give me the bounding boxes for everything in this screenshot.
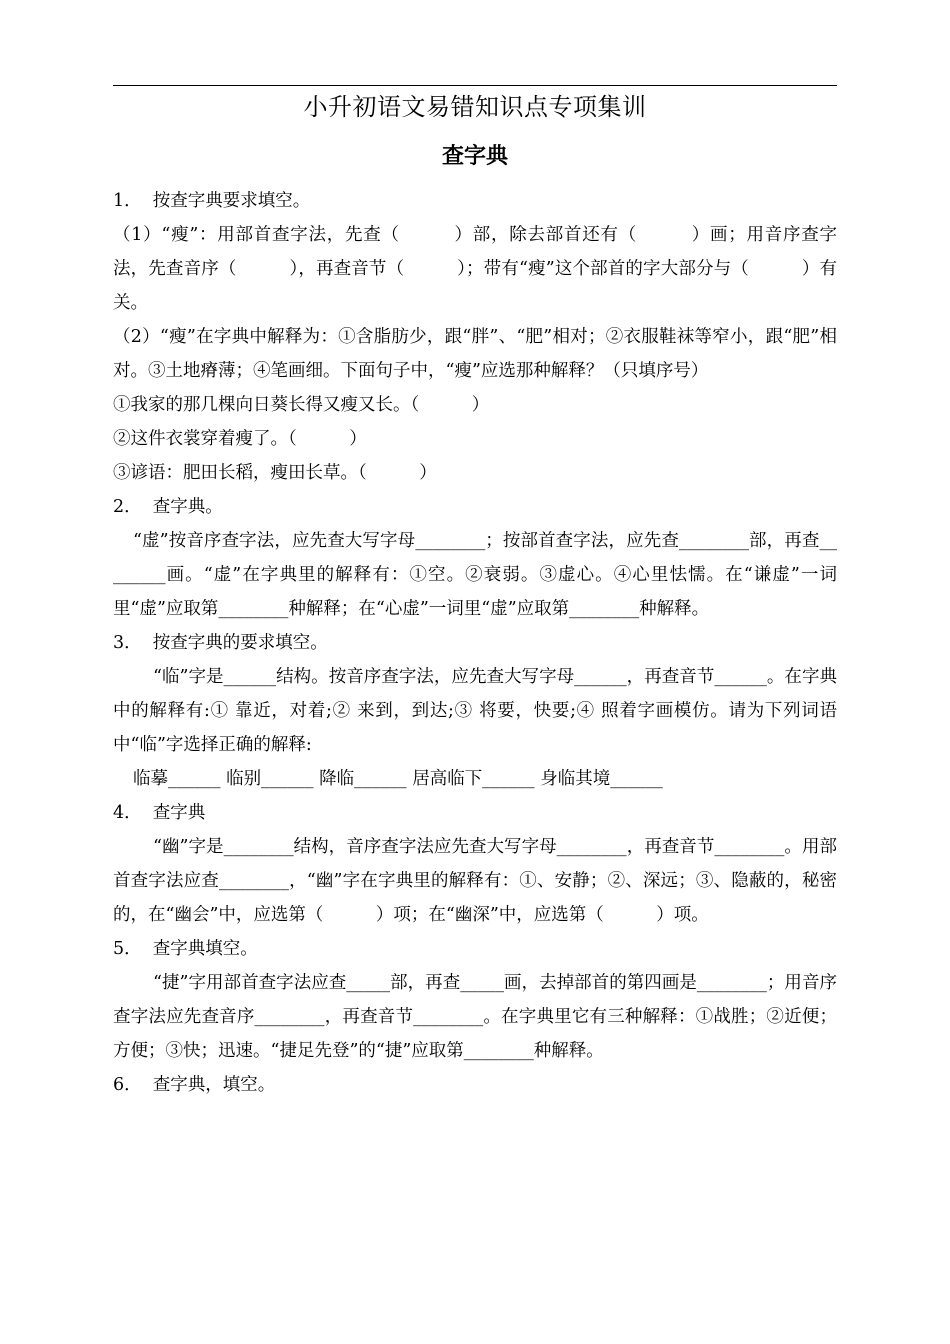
question-paragraph: （2）“瘦”在字典中解释为：①含脂肪少，跟“胖”、“肥”相对；②衣服鞋袜等窄小，跟“肥”相对。③土地瘠薄；④笔画细。下面句子中，“瘦”应选那种解释？（只填序号） [113,327,837,381]
question-paragraph: “幽”字是________结构，音序查字法应先查大写字母________，再查音节________。用部首查字法应查________，“幽”字在字典里的解释有：①、安静；②、深远；③、隐蔽的，秘密的，在“幽会”中，应选第（ ）项；在“幽深”中，应选第（ ）项。 [113,837,837,925]
question-3 [113,626,837,796]
question-6 [113,1068,837,1102]
question-option: ①我家的那几棵向日葵长得又瘦又长。（ ） [113,395,490,415]
question-heading: 2． 查字典。 [113,497,223,517]
question-heading: 4． 查字典 [113,803,206,823]
question-paragraph: “临”字是______结构。按音序查字法，应先查大写字母______，再查音节______。在字典中的解释有:① 靠近，对着;② 来到，到达;③ 将要，快要;④ 照着字画模仿。请为下列词语中“临”字选择正确的解释: [113,667,837,755]
document-body [113,184,837,1102]
question-paragraph: 临摹______ 临别______ 降临______ 居高临下______ 身临其境______ [133,769,663,789]
question-heading: 3． 按查字典的要求填空。 [113,633,328,653]
question-paragraph: “捷”字用部首查字法应查_____部，再查_____画，去掉部首的第四画是________；用音序查字法应先查音序________，再查音节________。在字典里它有三种解释：①战胜；②近便；方便；③快；迅速。“捷足先登”的“捷”应取第________种解释。 [113,973,837,1061]
question-option: ③谚语：肥田长稻，瘦田长草。（ ） [113,463,437,483]
question-4 [113,796,837,932]
question-heading: 5． 查字典填空。 [113,939,258,959]
question-heading: 6． 查字典，填空。 [113,1075,276,1095]
question-1 [113,184,837,490]
question-2 [113,490,837,626]
header-rule [113,85,837,86]
document-title: 小升初语文易错知识点专项集训 [303,93,647,121]
question-paragraph: “虚”按音序查字法，应先查大写字母________；按部首查字法，应先查________部，再查________画。“虚”在字典里的解释有：①空。②衰弱。③虚心。④心里怯懦。在“谦虚”一词里“虚”应取第________种解释；在“心虚”一词里“虚”应取第________种解释。 [113,531,837,619]
question-5 [113,932,837,1068]
question-paragraph: （1）“瘦”：用部首查字法，先查（ ）部，除去部首还有（ ）画；用音序查字法，先查音序（ ），再查音节（ ）；带有“瘦”这个部首的字大部分与（ ）有关。 [113,225,837,313]
document-subtitle: 查字典 [441,144,508,169]
question-option: ②这件衣裳穿着瘦了。（ ） [113,429,367,449]
question-heading: 1． 按查字典要求填空。 [113,191,311,211]
